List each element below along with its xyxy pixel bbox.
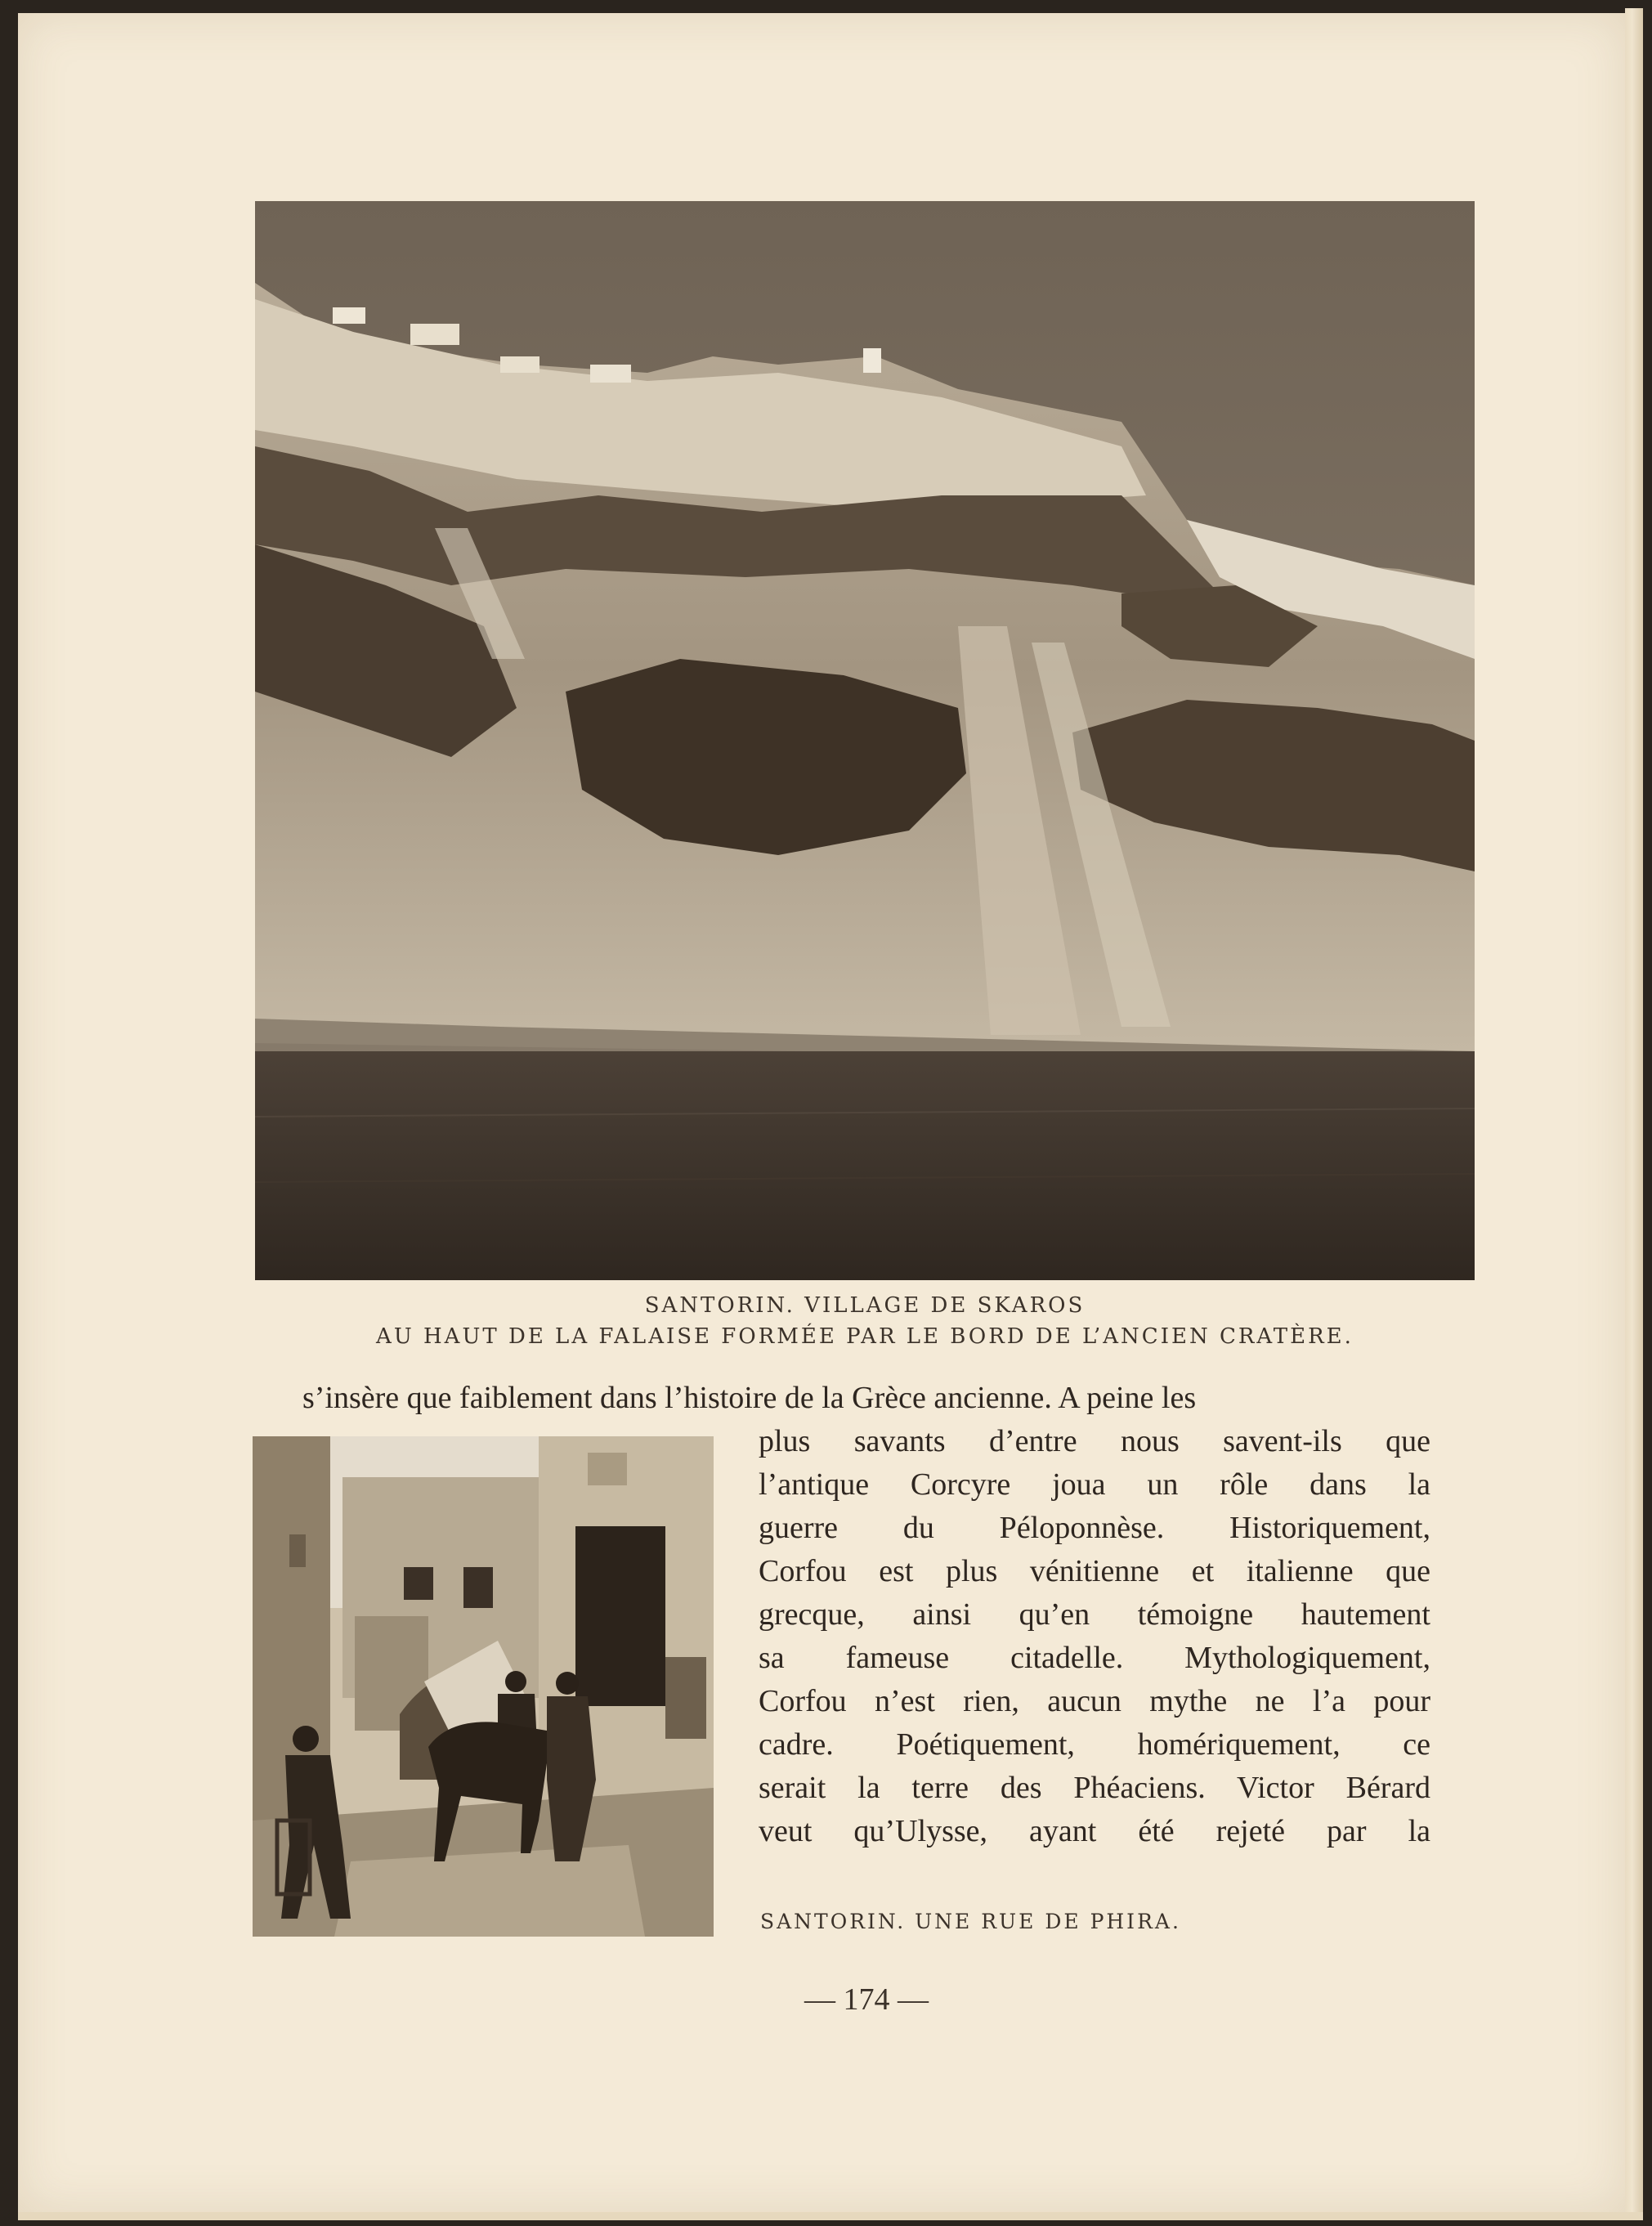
- body-column: [759, 1420, 1430, 1853]
- street-photo-illustration: [253, 1436, 714, 1937]
- body-first-line: s’insère que faiblement dans l’histoire de la Grèce ancienne. A peine les: [302, 1381, 1197, 1415]
- body-column-line: veut qu’Ulysse, ayant été rejeté par la: [759, 1814, 1430, 1848]
- body-column-line: Corfou n’est rien, aucun mythe ne l’a pour: [759, 1684, 1430, 1718]
- caption-bottom: SANTORIN. UNE RUE DE PHIRA.: [760, 1910, 1181, 1933]
- photo-santorin-cliff: [255, 201, 1475, 1280]
- page-edge-bottom: [18, 2212, 1643, 2220]
- body-column-line: serait la terre des Phéaciens. Victor Bérard: [759, 1771, 1430, 1805]
- body-column-line: guerre du Péloponnèse. Historiquement,: [759, 1511, 1430, 1545]
- cliff-photo-illustration: [255, 201, 1475, 1280]
- caption-top-line-1: SANTORIN. VILLAGE DE SKAROS: [644, 1293, 1086, 1318]
- body-column-line: plus savants d’entre nous savent-ils que: [759, 1424, 1430, 1458]
- photo-phira-street: [253, 1436, 714, 1937]
- body-column-line: Corfou est plus vénitienne et italienne que: [759, 1554, 1430, 1588]
- body-column-line: grecque, ainsi qu’en témoigne hautement: [759, 1597, 1430, 1632]
- page-number: — 174 —: [804, 1982, 929, 2017]
- page-edge-right: [1625, 8, 1643, 2215]
- body-column-line: sa fameuse citadelle. Mythologiquement,: [759, 1641, 1430, 1675]
- body-column-line: l’antique Corcyre joua un rôle dans la: [759, 1467, 1430, 1502]
- body-column-line: cadre. Poétiquement, homériquement, ce: [759, 1727, 1430, 1762]
- caption-top-line-2: AU HAUT DE LA FALAISE FORMÉE PAR LE BORD DE L’ANCIEN CRATÈRE.: [376, 1324, 1354, 1349]
- caption-top: [255, 1290, 1475, 1352]
